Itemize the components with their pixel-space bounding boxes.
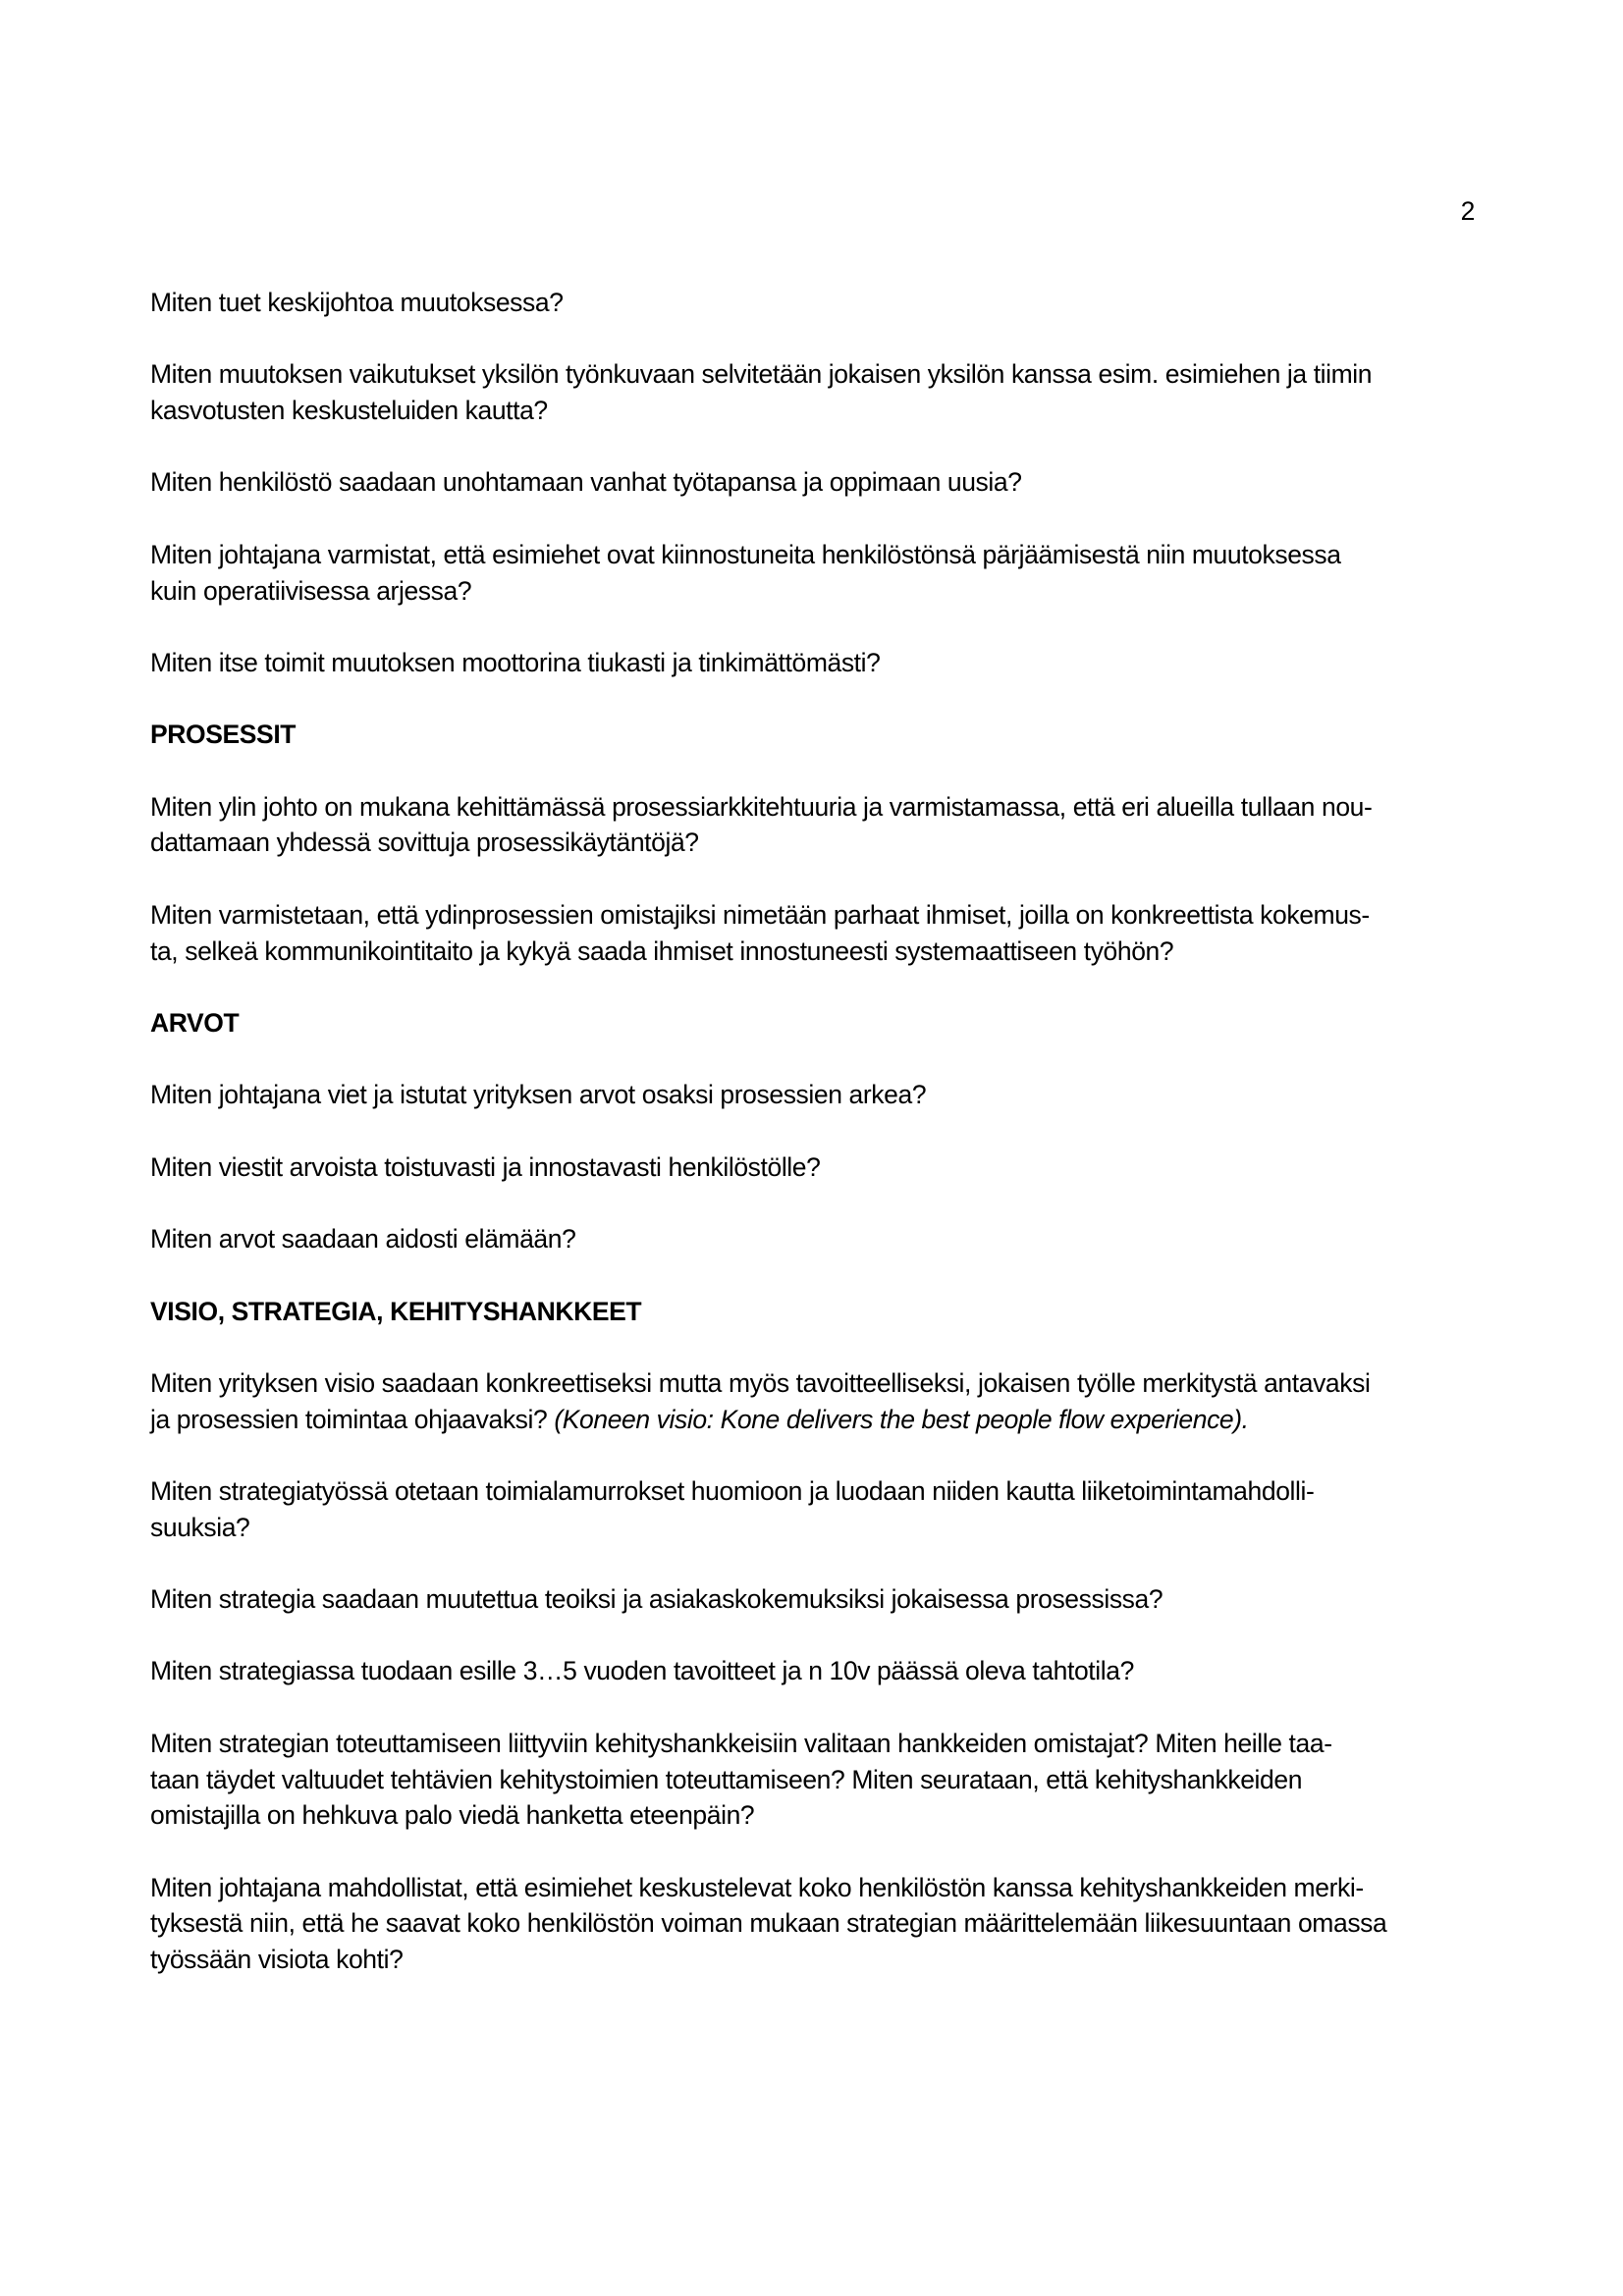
text-line: Miten strategian toteuttamiseen liittyviin kehityshankkeisiin valitaan hankkeiden omistajat? Miten heille taa- (150, 1728, 1332, 1758)
text-line: kuin operatiivisessa arjessa? (150, 575, 472, 606)
paragraph (150, 645, 1486, 681)
text-line (150, 1402, 1486, 1438)
paragraph (150, 1149, 1486, 1186)
heading-text: VISIO, STRATEGIA, KEHITYSHANKKEET (150, 1296, 642, 1326)
text-line: Miten strategiassa tuodaan esille 3…5 vuoden tavoitteet ja n 10v päässä oleva tahtotila? (150, 1656, 1134, 1686)
paragraph (150, 1365, 1486, 1437)
section-heading-arvot (150, 1005, 1486, 1041)
heading-text: PROSESSIT (150, 720, 297, 750)
text-line: Miten johtajana viet ja istutat yrityksen arvot osaksi prosessien arkea? (150, 1080, 927, 1110)
page-number: 2 (1460, 196, 1475, 226)
text-line: dattamaan yhdessä sovittuja prosessikäytäntöjä? (150, 828, 699, 858)
text-line: omistajilla on hehkuva palo viedä hanketta eteenpäin? (150, 1800, 755, 1831)
paragraph (150, 1473, 1486, 1545)
paragraph (150, 1653, 1486, 1689)
paragraph (150, 537, 1486, 609)
document-body (150, 285, 1486, 1978)
paragraph (150, 1581, 1486, 1618)
paragraph (150, 789, 1486, 861)
text-line: ta, selkeä kommunikointitaito ja kykyä saada ihmiset innostuneesti systemaattiseen työhön? (150, 935, 1174, 966)
text-line: Miten muutoksen vaikutukset yksilön työnkuvaan selvitetään jokaisen yksilön kanssa esim. esimiehen ja tiimin (150, 359, 1373, 390)
paragraph (150, 285, 1486, 321)
text-line: Miten yrityksen visio saadaan konkreettiseksi mutta myös tavoitteelliseksi, jokaisen työlle merkitystä antavaksi (150, 1367, 1371, 1398)
vision-statement-italic: (Koneen visio: Kone delivers the best people flow experience). (554, 1404, 1249, 1434)
section-heading-visio-strategia-kehityshankkeet (150, 1294, 1486, 1330)
text-line: Miten tuet keskijohtoa muutoksessa? (150, 288, 564, 317)
text-line: Miten henkilöstö saadaan unohtamaan vanhat työtapansa ja oppimaan uusia? (150, 467, 1022, 498)
text-line: työssään visiota kohti? (150, 1945, 404, 1975)
text-line: kasvotusten keskusteluiden kautta? (150, 396, 548, 426)
paragraph (150, 1870, 1486, 1978)
paragraph (150, 464, 1486, 501)
paragraph (150, 1221, 1486, 1257)
paragraph (150, 1077, 1486, 1113)
paragraph (150, 897, 1486, 969)
text-line: tyksestä niin, että he saavat koko henkilöstön voiman mukaan strategian määrittelemään liikesuuntaan omassa (150, 1908, 1387, 1939)
paragraph (150, 356, 1486, 428)
text-run: ja prosessien toimintaa ohjaavaksi? (150, 1404, 555, 1434)
text-line: suuksia? (150, 1512, 250, 1542)
text-line: Miten arvot saadaan aidosti elämään? (150, 1224, 576, 1255)
paragraph (150, 1726, 1486, 1834)
text-line: Miten johtajana mahdollistat, että esimiehet keskustelevat koko henkilöstön kanssa kehityshankkeiden merki- (150, 1872, 1364, 1902)
heading-text: ARVOT (150, 1007, 240, 1038)
text-line: taan täydet valtuudet tehtävien kehitystoimien toteuttamiseen? Miten seurataan, että kehityshankkeiden (150, 1764, 1303, 1794)
text-line: Miten strategiatyössä otetaan toimialamurrokset huomioon ja luodaan niiden kautta liiketoimintamahdolli- (150, 1475, 1315, 1506)
text-line: Miten strategia saadaan muutettua teoiksi ja asiakaskokemuksiksi jokaisessa prosessissa? (150, 1584, 1163, 1615)
section-heading-prosessit (150, 717, 1486, 753)
text-line: Miten varmistetaan, että ydinprosessien omistajiksi nimetään parhaat ihmiset, joilla on konkreettista kokemus- (150, 899, 1370, 930)
text-line: Miten itse toimit muutoksen moottorina tiukasti ja tinkimättömästi? (150, 647, 881, 677)
text-line: Miten viestit arvoista toistuvasti ja innostavasti henkilöstölle? (150, 1151, 821, 1182)
text-line: Miten johtajana varmistat, että esimiehet ovat kiinnostuneita henkilöstönsä pärjäämisestä niin muutoksessa (150, 539, 1341, 569)
text-line: Miten ylin johto on mukana kehittämässä prosessiarkkitehtuuria ja varmistamassa, että eri alueilla tullaan nou- (150, 791, 1373, 822)
